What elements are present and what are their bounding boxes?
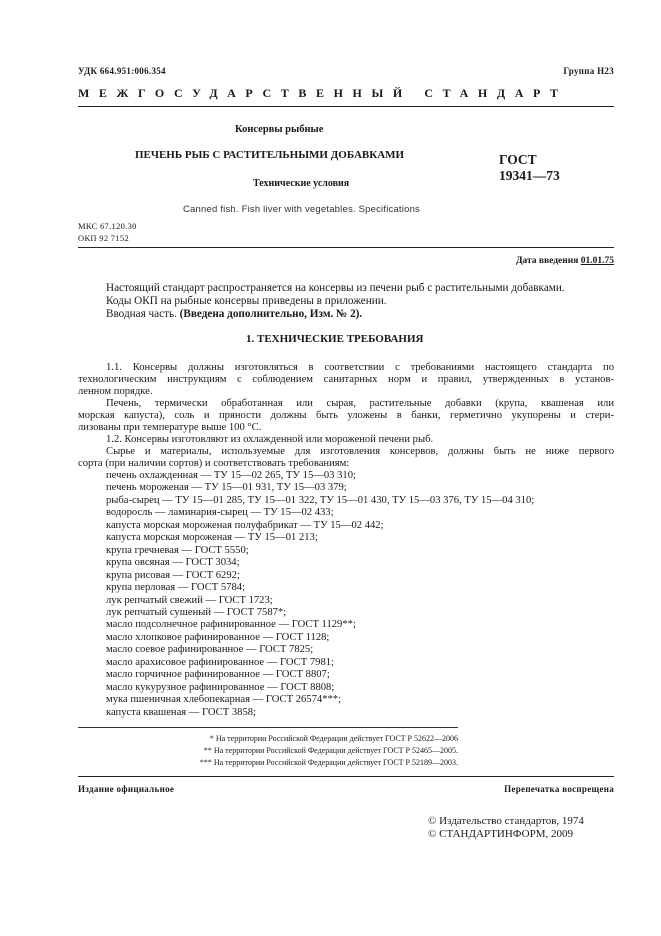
intro-date-label: Дата введения — [515, 256, 579, 266]
list-item: масло кукурузное рафинированное — ГОСТ 8808; — [106, 681, 335, 693]
footnote-3: *** На территории Российской Федерации действует ГОСТ Р 52189—2003. — [199, 758, 458, 767]
intro-date-value: 01.01.75 — [580, 256, 614, 266]
copyright-1974: © Издательство стандартов, 1974 — [428, 815, 584, 827]
clause-1-1-p2-line-3: лизованы при температуре выше 100 °С. — [78, 422, 262, 433]
udk-code: УДК 664.951:006.354 — [78, 66, 166, 76]
list-item: лук репчатый сушеный — ГОСТ 7587*; — [106, 606, 287, 618]
list-item: масло подсолнечное рафинированное — ГОСТ 1129**; — [106, 619, 356, 631]
clause-1-1-p2-line-2: морская капуста), соль и пряности должны быть уложены в банки, герметично укупорены и стери- — [78, 410, 614, 421]
footnote-rule — [78, 727, 458, 728]
list-item: печень мороженая — ТУ 15—01 931, ТУ 15—03 379; — [106, 482, 347, 494]
intro-line-3 — [106, 308, 362, 321]
product-category: Консервы рыбные — [235, 124, 324, 135]
document-title: ПЕЧЕНЬ РЫБ С РАСТИТЕЛЬНЫМИ ДОБАВКАМИ — [135, 149, 405, 161]
section-1-title: 1. ТЕХНИЧЕСКИЕ ТРЕБОВАНИЯ — [246, 333, 424, 345]
list-item: масло соевое рафинированное — ГОСТ 7825; — [106, 644, 314, 656]
intro-line-1: Настоящий стандарт распространяется на консервы из печени рыб с растительными добавками. — [106, 282, 565, 294]
gost-label: ГОСТ — [499, 152, 537, 167]
list-item: рыба-сырец — ТУ 15—01 285, ТУ 15—01 322, ТУ 15—01 430, ТУ 15—03 376, ТУ 15—04 310; — [106, 494, 535, 506]
list-item: капуста морская мороженая полуфабрикат — ТУ 15—02 442; — [106, 519, 384, 531]
document-subtitle: Технические условия — [253, 178, 350, 189]
edition-note: Издание официальное — [78, 784, 175, 794]
gost-number: 19341—73 — [499, 168, 560, 183]
list-item: водоросль — ламинария-сырец — ТУ 15—02 433; — [106, 507, 334, 519]
clause-1-1-line-1: 1.1. Консервы должны изготовляться в соответствии с требованиями настоящего стандарта по — [106, 362, 614, 373]
list-item: капуста морская мороженая — ТУ 15—01 213; — [106, 532, 318, 544]
clause-1-2-p2-line-1: Сырье и материалы, используемые для изготовления консервов, должны быть не ниже первого — [106, 446, 614, 457]
intro-note-amendment: (Введена дополнительно, Изм. № 2). — [179, 308, 363, 320]
footer-rule — [78, 776, 614, 777]
list-item: лук репчатый свежий — ГОСТ 1723; — [106, 594, 273, 606]
list-item: мука пшеничная хлебопекарная — ГОСТ 26574***; — [106, 694, 342, 706]
clause-1-1-line-3: ленном порядке. — [78, 386, 153, 397]
english-title: Canned fish. Fish liver with vegetables. Specifications — [183, 204, 421, 215]
standard-type-title: МЕЖГОСУДАРСТВЕННЫЙ СТАНДАРТ — [78, 86, 568, 100]
list-item: крупа рисовая — ГОСТ 6292; — [106, 569, 240, 581]
list-item: крупа овсяная — ГОСТ 3034; — [106, 557, 240, 569]
codes-rule — [78, 247, 614, 248]
reprint-note: Перепечатка воспрещена — [504, 784, 614, 794]
clause-1-2-p2-line-2: сорта (при наличии сортов) и соответствовать требованиям: — [78, 458, 350, 469]
list-item: масло горчичное рафинированное — ГОСТ 8807; — [106, 669, 330, 681]
clause-1-2: 1.2. Консервы изготовляют из охлажденной или мороженой печени рыб. — [106, 434, 434, 445]
okp-code: ОКП 92 7152 — [78, 233, 129, 243]
list-item: масло арахисовое рафинированное — ГОСТ 7981; — [106, 656, 334, 668]
intro-note-prefix: Вводная часть. — [106, 308, 177, 320]
copyright-2009: © СТАНДАРТИНФОРМ, 2009 — [428, 828, 573, 840]
mks-code: МКС 67.120.30 — [78, 221, 137, 231]
group-code: Группа Н23 — [563, 66, 614, 76]
list-item: крупа гречневая — ГОСТ 5550; — [106, 544, 249, 556]
list-item: печень охлажденная — ТУ 15—02 265, ТУ 15—03 310; — [106, 470, 356, 481]
intro-date — [516, 256, 614, 266]
list-item: капуста квашеная — ГОСТ 3858; — [106, 706, 256, 718]
clause-1-1-p2-line-1: Печень, термически обработанная или сырая, растительные добавки (крупа, квашеная или — [106, 398, 614, 409]
footnote-1: * На территории Российской Федерации действует ГОСТ Р 52622—2006 — [209, 734, 458, 743]
footnote-2: ** На территории Российской Федерации действует ГОСТ Р 52465—2005. — [203, 746, 458, 755]
raw-materials-list — [106, 470, 534, 719]
intro-line-2: Коды ОКП на рыбные консервы приведены в приложении. — [106, 295, 387, 307]
list-item: масло хлопковое рафинированное — ГОСТ 1128; — [106, 631, 330, 643]
header-rule — [78, 106, 614, 107]
list-item: крупа перловая — ГОСТ 5784; — [106, 582, 246, 594]
clause-1-1-line-2: технологическим инструкциям с соблюдением санитарных норм и правил, утвержденных в установ- — [78, 374, 614, 385]
